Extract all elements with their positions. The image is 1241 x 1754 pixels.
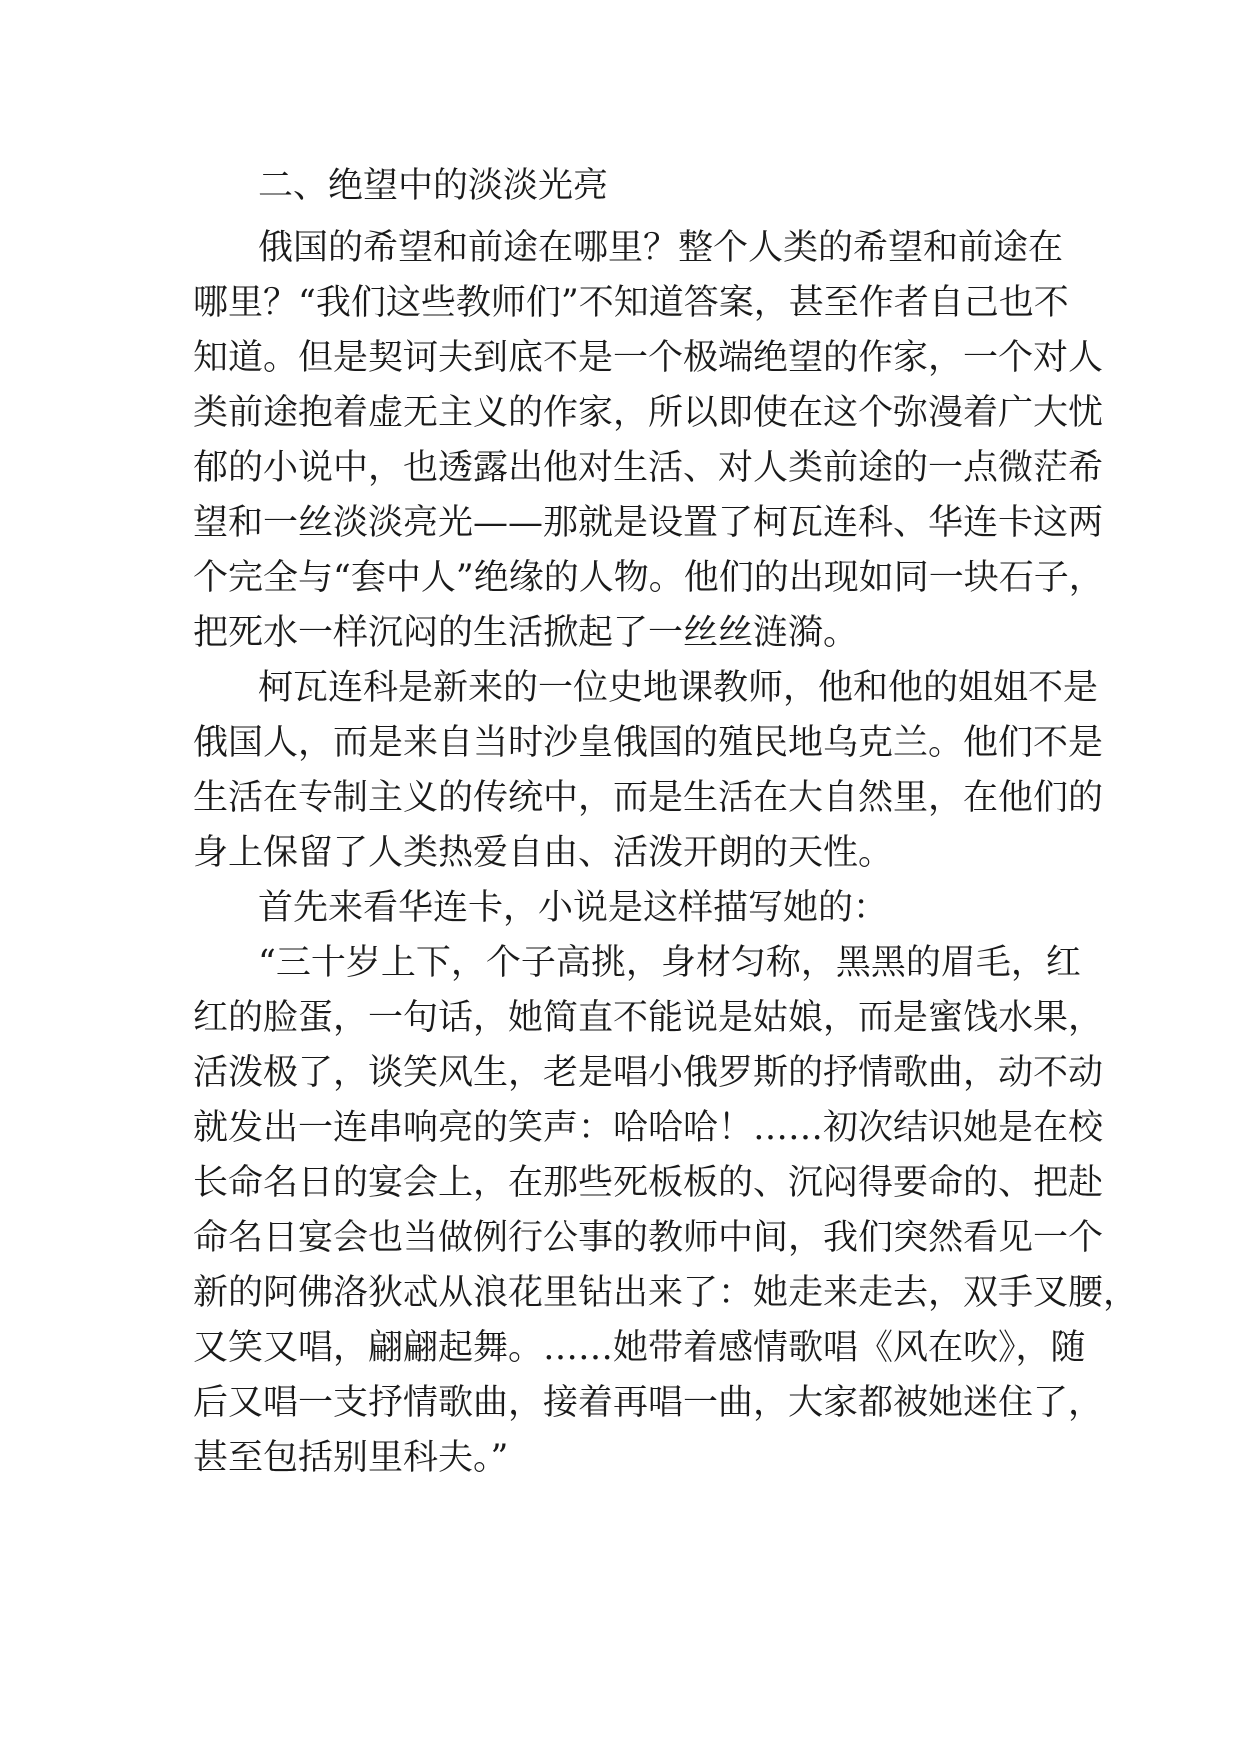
section-heading: 二、绝望中的淡淡光亮 xyxy=(258,166,609,206)
text-line: 生活在专制主义的传统中，而是生活在大自然里，在他们的 xyxy=(193,778,1104,818)
text-line: 就发出一连串响亮的笑声：哈哈哈！……初次结识她是在校 xyxy=(193,1108,1104,1148)
text-line: 红的脸蛋，一句话，她简直不能说是姑娘，而是蜜饯水果， xyxy=(193,998,1104,1038)
text-line: 身上保留了人类热爱自由、活泼开朗的天性。 xyxy=(193,833,894,873)
text-line: 望和一丝淡淡亮光——那就是设置了柯瓦连科、华连卡这两 xyxy=(193,503,1104,543)
text-line: 把死水一样沉闷的生活掀起了一丝丝涟漪。 xyxy=(193,613,859,653)
text-line: 俄国的希望和前途在哪里？整个人类的希望和前途在 xyxy=(258,228,1064,268)
text-line: 又笑又唱，翩翩起舞。……她带着感情歌唱《风在吹》，随 xyxy=(193,1328,1086,1368)
text-line: 类前途抱着虚无主义的作家，所以即使在这个弥漫着广大忧 xyxy=(193,393,1104,433)
text-line: 新的阿佛洛狄忒从浪花里钻出来了：她走来走去，双手叉腰， xyxy=(193,1273,1139,1313)
text-line: 活泼极了，谈笑风生，老是唱小俄罗斯的抒情歌曲，动不动 xyxy=(193,1053,1104,1093)
text-line: 后又唱一支抒情歌曲，接着再唱一曲，大家都被她迷住了， xyxy=(193,1383,1104,1423)
text-line: 郁的小说中，也透露出他对生活、对人类前途的一点微茫希 xyxy=(193,448,1104,488)
text-line: 哪里？“我们这些教师们”不知道答案，甚至作者自己也不 xyxy=(193,283,1069,323)
text-line: “三十岁上下，个子高挑，身材匀称，黑黑的眉毛，红 xyxy=(258,943,1081,983)
text-line: 甚至包括别里科夫。” xyxy=(193,1438,509,1478)
text-line: 俄国人，而是来自当时沙皇俄国的殖民地乌克兰。他们不是 xyxy=(193,723,1104,763)
text-line: 知道。但是契诃夫到底不是一个极端绝望的作家，一个对人 xyxy=(193,338,1104,378)
text-line: 长命名日的宴会上，在那些死板板的、沉闷得要命的、把赴 xyxy=(193,1163,1104,1203)
text-line: 命名日宴会也当做例行公事的教师中间，我们突然看见一个 xyxy=(193,1218,1104,1258)
text-line: 首先来看华连卡，小说是这样描写她的： xyxy=(258,888,889,928)
text-line: 柯瓦连科是新来的一位史地课教师，他和他的姐姐不是 xyxy=(258,668,1099,708)
text-line: 个完全与“套中人”绝缘的人物。他们的出现如同一块石子， xyxy=(193,558,1104,598)
